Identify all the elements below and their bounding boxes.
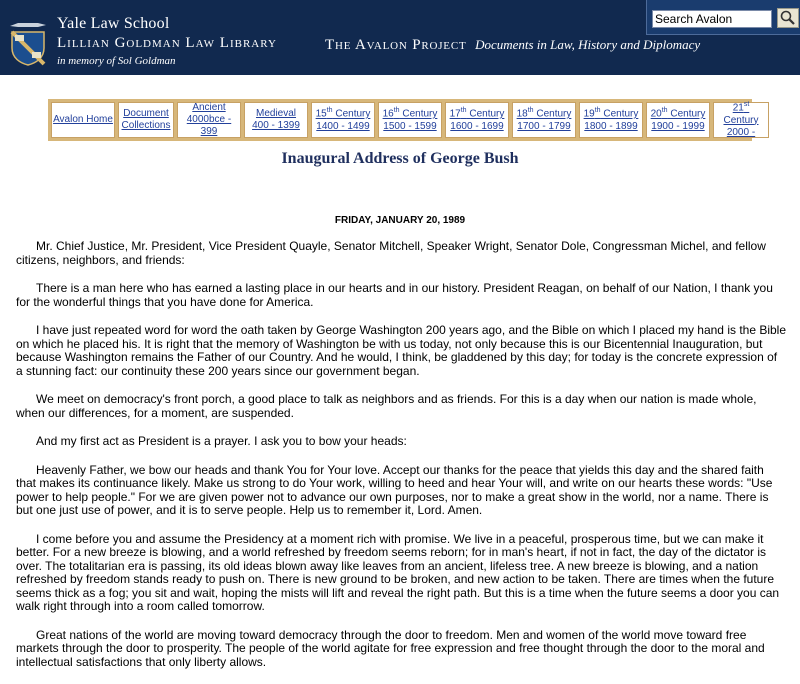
search-button[interactable]: [777, 8, 799, 28]
nav-item-label: 21st Century: [723, 101, 759, 126]
nav-item-9[interactable]: [646, 102, 710, 138]
paragraph: Heavenly Father, we bow our heads and thank You for Your love. Accept our thanks for the peace that yields this day and the shared faith that makes its continuance likely. Make us strong to do Your work, willing to heed and hear Your will, and write on our hearts these words: "Use power to help people." For we are given power not to advance our own purposes, nor to make a great show in the world, nor a name. There is but one just use of power, and it is to serve people. Help us to remember it, Lord. Amen.: [16, 462, 773, 517]
nav-item-label: 17th Century: [449, 107, 505, 120]
paragraph: And my first act as President is a prayer. I ask you to bow your heads:: [36, 434, 407, 448]
nav-item-ordinal-suffix: th: [527, 107, 534, 115]
nav-item-ordinal-suffix: th: [661, 107, 668, 115]
site-header: [0, 0, 800, 75]
library-name: Lillian Goldman Law Library: [57, 35, 277, 51]
project-subtitle: Documents in Law, History and Diplomacy: [475, 37, 701, 52]
nav-item-4[interactable]: [311, 102, 375, 138]
nav-item-range: 1400 - 1499: [316, 120, 370, 132]
nav-item-range: 1700 - 1799: [517, 120, 571, 132]
document-body: [16, 240, 786, 684]
nav-item-label: 15th Century: [315, 107, 371, 120]
era-navigation: [48, 99, 759, 141]
nav-item-1[interactable]: [118, 102, 174, 138]
nav-item-range: 1500 - 1599: [383, 120, 437, 132]
paragraph: There is a man here who has earned a lasting place in our hearts and in our history. President Reagan, on behalf of our Nation, I thank you for the wonderful things that you have done for America.: [16, 281, 773, 309]
nav-item-label: Medieval: [255, 108, 297, 119]
nav-item-0[interactable]: [51, 102, 115, 138]
nav-item-range: 4000bce - 399: [186, 114, 232, 137]
nav-item-7[interactable]: [512, 102, 576, 138]
school-name: Yale Law School: [57, 15, 170, 32]
bulldog-logo-icon: [8, 19, 48, 30]
nav-item-range: 400 - 1399: [252, 120, 300, 131]
nav-item-ordinal-suffix: th: [460, 107, 467, 115]
nav-item-label: 16th Century: [382, 107, 438, 120]
nav-item-10[interactable]: [713, 102, 769, 138]
document-date: FRIDAY, JANUARY 20, 1989: [334, 215, 466, 226]
search-icon: [778, 9, 798, 27]
nav-item-range: 2000 -: [726, 126, 756, 138]
nav-item-6[interactable]: [445, 102, 509, 138]
nav-item-label: 20th Century: [650, 107, 706, 120]
nav-item-ordinal-suffix: st: [743, 101, 750, 109]
paragraph: I have just repeated word for word the oath taken by George Washington 200 years ago, and the Bible on which I placed my hand is the Bible on which he placed his. It is right that the memory of Washington be with us today, not only because this is our Bicentennial Inauguration, but because Washington remains the Father of our Country. And he would, I think, be gladdened by this day; for today is the concrete expression of a stunning fact: our continuity these 200 years since our government began.: [16, 323, 787, 378]
nav-item-range: 1900 - 1999: [651, 120, 705, 132]
nav-item-3[interactable]: [244, 102, 308, 138]
nav-item-range: 1600 - 1699: [450, 120, 504, 132]
nav-item-ordinal-suffix: th: [326, 107, 333, 115]
paragraph: Great nations of the world are moving toward democracy through the door to freedom. Men and women of the world move toward free markets through the door to prosperity. The people of the world agitate for free expression and free thought through the door to the moral and intellectual satisfactions that only liberty allows.: [16, 627, 765, 669]
paragraph: I come before you and assume the Presidency at a moment rich with promise. We live in a peaceful, prosperous time, but we can make it better. For a new breeze is blowing, and a world refreshed by freedom seems reborn; for in man's heart, if not in fact, the day of the dictator is over. The totalitarian era is passing, its old ideas blown away like leaves from an ancient, lifeless tree. A new breeze is blowing, and a nation refreshed by freedom stands ready to push on. There is new ground to be broken, and new action to be taken. There are times when the future seems thick as a fog; you sit and wait, hoping the mists will lift and reveal the right path. But this is a time when the future seems a door you can walk right through into a room called tomorrow.: [16, 531, 780, 613]
project-name[interactable]: The Avalon Project: [325, 37, 467, 53]
nav-item-label: Document: [123, 108, 169, 119]
nav-item-5[interactable]: [378, 102, 442, 138]
nav-item-8[interactable]: [579, 102, 643, 138]
nav-item-label: 19th Century: [583, 107, 639, 120]
memoriam-text: in memory of Sol Goldman: [57, 55, 176, 67]
nav-item-range: 1800 - 1899: [584, 120, 638, 132]
search-input[interactable]: [652, 10, 772, 28]
nav-item-label: Avalon Home: [53, 114, 113, 125]
nav-item-ordinal-suffix: th: [393, 107, 400, 115]
nav-item-2[interactable]: [177, 102, 241, 138]
nav-item-range: Collections: [121, 120, 171, 131]
yale-shield-icon: [10, 30, 46, 66]
nav-item-ordinal-suffix: th: [594, 107, 601, 115]
nav-item-label: Ancient: [192, 102, 226, 113]
project-title: [325, 37, 700, 54]
nav-item-label: 18th Century: [516, 107, 572, 120]
document-title: Inaugural Address of George Bush: [281, 150, 519, 167]
paragraph: Mr. Chief Justice, Mr. President, Vice President Quayle, Senator Mitchell, Speaker Wright, Senator Dole, Congressman Michel, and fellow citizens, neighbors, and friends:: [16, 239, 766, 267]
paragraph: We meet on democracy's front porch, a good place to talk as neighbors and as friends. For this is a day when our nation is made whole, when our differences, for a moment, are suspended.: [16, 392, 757, 420]
search-box: [646, 0, 800, 35]
